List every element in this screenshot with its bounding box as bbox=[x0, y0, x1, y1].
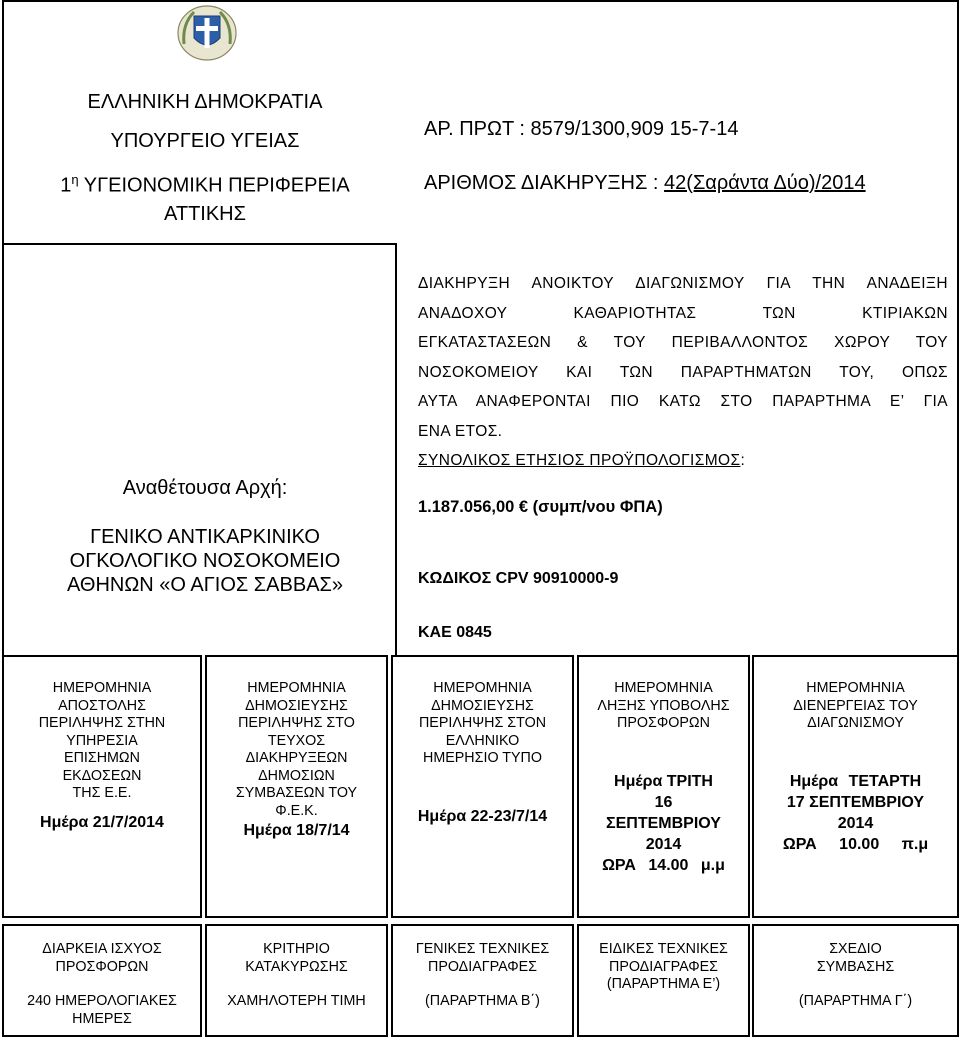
date-3-content bbox=[391, 680, 574, 827]
date-1-title-line: ΕΚΔΟΣΕΩΝ bbox=[62, 767, 142, 784]
date-4-title-line: ΗΜΕΡΟΜΗΝΙΑ bbox=[614, 680, 713, 696]
description-line: ΕΝΑ ΕΤΟΣ. bbox=[418, 422, 503, 440]
date-1-title-line: ΤΗΣ Ε.Ε. bbox=[72, 785, 132, 801]
issuer-block bbox=[20, 88, 390, 228]
term-4-title-line: ΠΡΟΔΙΑΓΡΑΦΕΣ bbox=[609, 958, 718, 975]
date-5-value-line: 17 ΣΕΠΤΕΜΒΡΙΟΥ bbox=[786, 793, 925, 811]
date-4-value-line: ΩΡΑ 14.00 μ.μ bbox=[602, 856, 725, 874]
date-4-content bbox=[577, 680, 750, 876]
date-2-title-line: ΤΕΥΧΟΣ bbox=[267, 732, 326, 749]
term-1-content bbox=[2, 941, 202, 1028]
authority-name-line: ΓΕΝΙΚΟ ΑΝΤΙΚΑΡΚΙΝΙΚΟ bbox=[90, 526, 320, 548]
description-line: ΔΙΑΚΗΡΥΞΗ ΑΝΟΙΚΤΟΥ ΔΙΑΓΩΝΙΣΜΟΥ ΓΙΑ ΤΗΝ ΑΝΑΔΕΙΞΗ bbox=[418, 275, 948, 292]
frame-top-border bbox=[2, 0, 958, 2]
budget-amount: 1.187.056,00 € (συμπ/νου ΦΠΑ) bbox=[418, 498, 663, 516]
issuer-line: ΥΠΟΥΡΓΕΙΟ ΥΓΕΙΑΣ bbox=[110, 130, 300, 152]
term-3-title-line: ΓΕΝΙΚΕΣ ΤΕΧΝΙΚΕΣ bbox=[415, 941, 550, 957]
date-5-title-line: ΗΜΕΡΟΜΗΝΙΑ bbox=[806, 680, 905, 696]
date-2-title-line: Φ.Ε.Κ. bbox=[275, 802, 318, 819]
term-2-title-line: ΚΑΤΑΚΥΡΩΣΗΣ bbox=[245, 958, 348, 975]
term-1-title-line: ΔΙΑΡΚΕΙΑ ΙΣΧΥΟΣ bbox=[42, 941, 162, 957]
date-4-value-line: 16 bbox=[654, 793, 673, 811]
date-2-title-line: ΠΕΡΙΛΗΨΗΣ ΣΤΟ bbox=[238, 715, 355, 731]
date-2-title-line: ΣΥΜΒΑΣΕΩΝ ΤΟΥ bbox=[235, 785, 358, 801]
term-1-value-line: ΗΜΕΡΕΣ bbox=[72, 1010, 132, 1027]
date-5-title-line: ΔΙΕΝΕΡΓΕΙΑΣ ΤΟΥ bbox=[793, 697, 918, 714]
date-4-value-line: ΣΕΠΤΕΜΒΡΙΟΥ bbox=[606, 814, 721, 832]
description-line: ΑΥΤΑ ΑΝΑΦΕΡΟΝΤΑΙ ΠΙΟ ΚΑΤΩ ΣΤΟ ΠΑΡΑΡΤΗΜΑ Ε’ ΓΙΑ bbox=[418, 393, 948, 410]
date-4-value-line: 2014 bbox=[645, 835, 682, 853]
date-3-title-line: ΕΛΛΗΝΙΚΟ bbox=[445, 732, 520, 749]
contracting-authority bbox=[20, 476, 390, 597]
issuer-line: ΕΛΛΗΝΙΚΗ ΔΗΜΟΚΡΑΤΙΑ bbox=[87, 91, 323, 113]
region-line: $1^\eta$ ΥΓΕΙΟΝΟΜΙΚΗ ΠΕΡΙΦΕΡΕΙΑ bbox=[60, 172, 350, 197]
date-1-title-line: ΕΠΙΣΗΜΩΝ bbox=[64, 750, 140, 766]
date-2-title-line: ΔΙΑΚΗΡΥΞΕΩΝ bbox=[245, 750, 348, 766]
term-4-title-line: ΕΙΔΙΚΕΣ ΤΕΧΝΙΚΕΣ bbox=[599, 941, 728, 957]
authority-name-line: ΑΘΗΝΩΝ «Ο ΑΓΙΟΣ ΣΑΒΒΑΣ» bbox=[66, 574, 344, 596]
date-2-content bbox=[205, 680, 388, 841]
date-4-value-line: Ημέρα ΤΡΙΤΗ bbox=[614, 772, 713, 790]
date-1-title-line: ΗΜΕΡΟΜΗΝΙΑ bbox=[52, 680, 152, 696]
date-1-title-line: ΑΠΟΣΤΟΛΗΣ bbox=[58, 697, 146, 714]
date-3-title-line: ΗΜΕΡΟΜΗΝΙΑ bbox=[433, 680, 532, 696]
frame-right-border bbox=[957, 0, 959, 655]
date-1-title-line: ΠΕΡΙΛΗΨΗΣ ΣΤΗΝ bbox=[38, 715, 166, 731]
term-2-value-line: ΧΑΜΗΛΟΤΕΡΗ ΤΙΜΗ bbox=[227, 993, 366, 1009]
term-4-content bbox=[577, 941, 750, 994]
term-1-title-line: ΠΡΟΣΦΟΡΩΝ bbox=[55, 958, 149, 975]
greek-coat-of-arms-emblem bbox=[176, 4, 238, 62]
description-line: ΝΟΣΟΚΟΜΕΙΟΥ ΚΑΙ ΤΩΝ ΠΑΡΑΡΤΗΜΑΤΩΝ ΤΟΥ, ΟΠΩΣ bbox=[418, 363, 948, 381]
term-2-content bbox=[205, 941, 388, 1011]
date-2-value: Ημέρα 18/7/14 bbox=[243, 822, 350, 839]
region-line-2: ΑΤΤΙΚΗΣ bbox=[164, 202, 246, 225]
date-1-value: Ημέρα 21/7/2014 bbox=[40, 813, 164, 831]
term-3-value-line: (ΠΑΡΑΡΤΗΜΑ Β΄) bbox=[425, 993, 540, 1009]
frame-left-border bbox=[2, 0, 4, 655]
term-5-title-line: ΣΧΕΔΙΟ bbox=[829, 941, 882, 957]
date-1-content bbox=[2, 680, 202, 833]
reference-block bbox=[424, 115, 954, 197]
term-5-title-line: ΣΥΜΒΑΣΗΣ bbox=[816, 958, 895, 975]
date-2-title-line: ΔΗΜΟΣΙΩΝ bbox=[258, 767, 335, 784]
date-5-value-line: ΩΡΑ 10.00 π.μ bbox=[782, 835, 929, 853]
term-1-value-line: 240 ΗΜΕΡΟΛΟΓΙΑΚΕΣ bbox=[27, 993, 177, 1009]
frame-left-separator bbox=[2, 243, 397, 245]
authority-name-line: ΟΓΚΟΛΟΓΙΚΟ ΝΟΣΟΚΟΜΕΙΟ bbox=[69, 550, 341, 572]
date-5-value-line: Ημέρα ΤΕΤΑΡΤΗ bbox=[789, 772, 922, 790]
tender-description bbox=[418, 269, 948, 476]
budget-label: ΣΥΝΟΛΙΚΟΣ ΕΤΗΣΙΟΣ ΠΡΟΫΠΟΛΟΓΙΣΜΟΣ: bbox=[418, 452, 746, 469]
date-4-title-line: ΠΡΟΣΦΟΡΩΝ bbox=[617, 715, 710, 731]
date-2-title-line: ΗΜΕΡΟΜΗΝΙΑ bbox=[247, 680, 346, 696]
authority-label: Αναθέτουσα Αρχή: bbox=[122, 477, 288, 499]
date-3-title-line: ΗΜΕΡΗΣΙΟ ΤΥΠΟ bbox=[423, 750, 542, 766]
term-5-value-line: (ΠΑΡΑΡΤΗΜΑ Γ΄) bbox=[798, 993, 913, 1009]
date-5-content bbox=[752, 680, 959, 855]
date-5-value-line: 2014 bbox=[837, 814, 874, 832]
description-line: ΑΝΑΔΟΧΟΥ ΚΑΘΑΡΙΟΤΗΤΑΣ ΤΩΝ ΚΤΙΡΙΑΚΩΝ bbox=[418, 304, 948, 322]
cpv-code: ΚΩΔΙΚΟΣ CPV 90910000-9 bbox=[418, 570, 619, 587]
description-line: ΕΓΚΑΤΑΣΤΑΣΕΩΝ & ΤΟΥ ΠΕΡΙΒΑΛΛΟΝΤΟΣ ΧΩΡΟΥ ΤΟΥ bbox=[418, 334, 948, 351]
protocol-number: ΑΡ. ΠΡΩΤ : 8579/1300,909 15-7-14 bbox=[424, 118, 739, 140]
date-1-title-line: ΥΠΗΡΕΣΙΑ bbox=[66, 732, 138, 749]
date-2-title-line: ΔΗΜΟΣΙΕΥΣΗΣ bbox=[245, 697, 348, 714]
declaration-number: ΑΡΙΘΜΟΣ ΔΙΑΚΗΡΥΞΗΣ : 42(Σαράντα Δύο)/2014 bbox=[424, 172, 866, 194]
term-3-title-line: ΠΡΟΔΙΑΓΡΑΦΕΣ bbox=[428, 958, 537, 975]
term-4-value-line: (ΠΑΡΑΡΤΗΜΑ Ε’) bbox=[606, 976, 721, 992]
date-3-title-line: ΠΕΡΙΛΗΨΗΣ ΣΤΟΝ bbox=[418, 715, 547, 731]
term-2-title-line: ΚΡΙΤΗΡΙΟ bbox=[263, 941, 330, 957]
kae-code: ΚΑΕ 0845 bbox=[418, 624, 492, 641]
frame-middle-divider bbox=[395, 245, 397, 655]
date-5-title-line: ΔΙΑΓΩΝΙΣΜΟΥ bbox=[807, 715, 904, 731]
date-4-title-line: ΛΗΞΗΣ ΥΠΟΒΟΛΗΣ bbox=[597, 697, 730, 714]
term-3-content bbox=[391, 941, 574, 1011]
date-3-title-line: ΔΗΜΟΣΙΕΥΣΗΣ bbox=[431, 697, 534, 714]
term-5-content bbox=[752, 941, 959, 1011]
date-3-value: Ημέρα 22-23/7/14 bbox=[417, 807, 548, 825]
